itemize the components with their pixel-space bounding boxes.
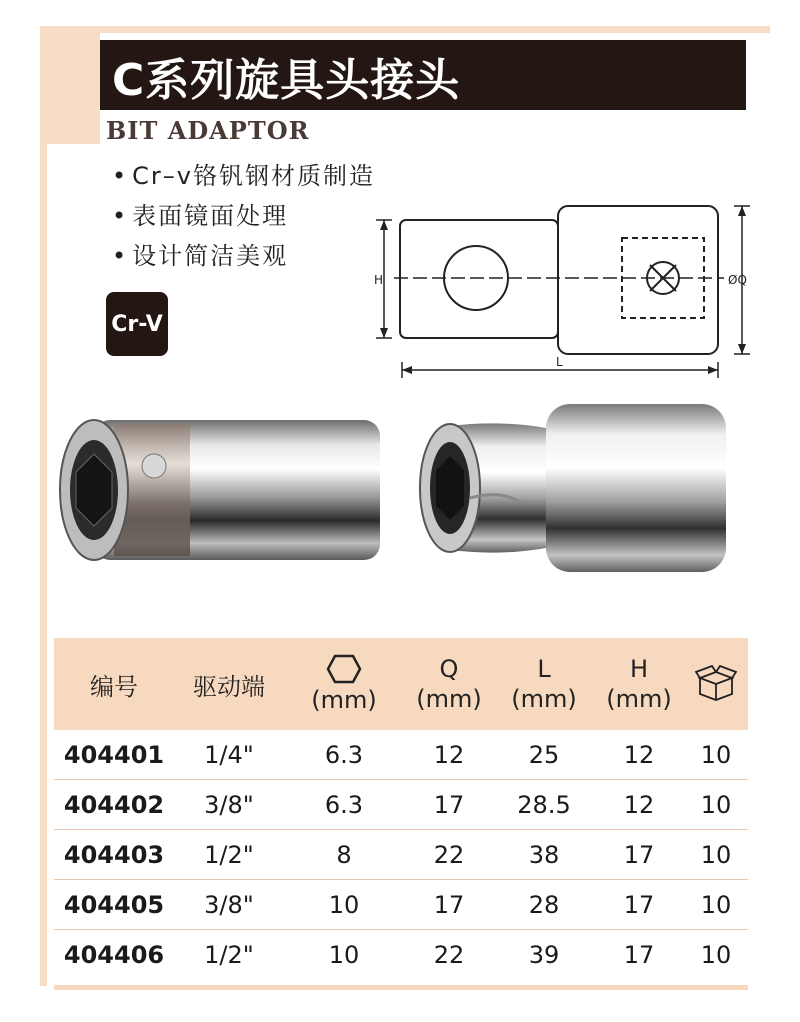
product-photo-adaptor-2 [410, 398, 740, 578]
table-row: 404405 3/8" 10 17 28 17 10 [54, 880, 748, 930]
table-body [54, 730, 748, 979]
feature-item: • 设计简洁美观 [112, 242, 289, 270]
page-title: C系列旋具头接头 [112, 55, 461, 106]
corner-block [40, 26, 100, 144]
table-row: 404406 1/2" 10 22 39 17 10 [63, 940, 732, 969]
table-bottom-rule [54, 985, 748, 990]
spec-table [54, 638, 748, 990]
dim-q-label: ØQ [728, 273, 747, 287]
page-subtitle: BIT ADAPTOR [106, 116, 310, 145]
table-row: 404402 3/8" 6.3 17 28.5 12 10 [54, 780, 748, 830]
box-icon [694, 664, 738, 704]
technical-diagram [360, 190, 760, 380]
feature-item: • Cr–v铬钒钢材质制造 [112, 162, 375, 190]
product-photo-adaptor-1 [54, 414, 384, 566]
feature-list [112, 156, 375, 276]
header-drive: 驱动端 [193, 672, 265, 701]
title-bar [100, 40, 746, 110]
material-badge: Cr-V [106, 292, 168, 356]
hexagon-icon [326, 654, 362, 684]
dim-h-label: H [374, 273, 384, 287]
frame-left [40, 26, 47, 986]
header-code: 编号 [90, 672, 138, 701]
frame-top [40, 26, 770, 33]
header-l: L (mm) [511, 655, 577, 713]
dim-l-label: L [556, 355, 563, 369]
table-header [54, 638, 748, 730]
header-box [684, 638, 748, 730]
table-row: 404403 1/2" 8 22 38 17 10 [54, 830, 748, 880]
table-row: 404401 1/4" 6.3 12 25 12 10 [54, 730, 748, 780]
feature-item: • 表面镜面处理 [112, 202, 289, 230]
header-h: H (mm) [606, 655, 672, 713]
header-hex: (mm) [294, 638, 394, 730]
header-q: Q (mm) [416, 655, 482, 713]
